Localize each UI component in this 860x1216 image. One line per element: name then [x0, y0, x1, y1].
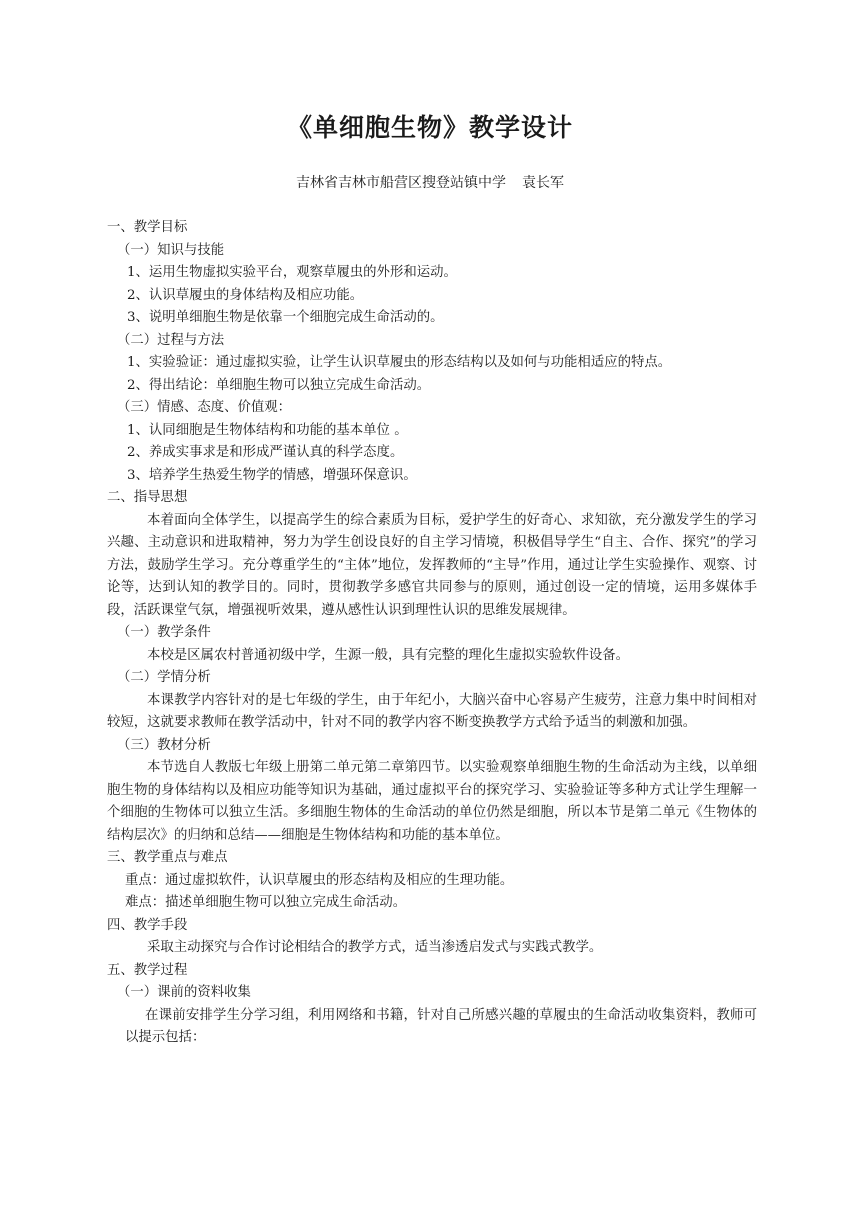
- paragraph-block: [107, 510, 757, 623]
- subsection-heading: （三）教材分析: [117, 737, 211, 753]
- document-title: 《单细胞生物》教学设计: [286, 113, 573, 142]
- list-item: 重点：通过虚拟软件，认识草履虫的形态结构及相应的生理功能。: [125, 872, 514, 888]
- subsection-heading: （一）课前的资料收集: [117, 985, 251, 1000]
- section-heading: 二、指导思想: [107, 490, 188, 505]
- author-school: 吉林省吉林市船营区搜登站镇中学: [296, 175, 506, 191]
- paragraph: 本校是区属农村普通初级中学，生源一般，具有完整的理化生虚拟实验软件设备。: [147, 647, 630, 663]
- subsection-heading: （一）知识与技能: [117, 242, 225, 258]
- list-item: 2、得出结论：单细胞生物可以独立完成生命活动。: [127, 377, 431, 393]
- list-item: 1、认同细胞是生物体结构和功能的基本单位 。: [127, 422, 408, 438]
- section-heading: 五、教学过程: [107, 962, 188, 978]
- paragraph-block: [107, 937, 757, 960]
- paragraph: 本着面向全体学生，以提高学生的综合素质为目标，爱护学生的好奇心、求知欲，充分激发学生的学习兴趣、主动意识和进取精神，努力为学生创设良好的自主学习情境，积极倡导学生“自主、合作、探究”的学习方法，鼓励学生学习。充分尊重学生的“主体”地位，发挥教师的“主导”作用，通过让学生实验操作、观察、讨论等，达到认知的教学目的。同时，贯彻教学多感官共同参与的原则，通过创设一定的情境，运用多媒体手段，活跃课堂气氛，增强视听效果，遵从感性认识到理性认识的思维发展规律。: [107, 512, 757, 618]
- subsection-heading: （二）过程与方法: [117, 332, 225, 348]
- section-heading: 四、教学手段: [107, 917, 188, 933]
- document-body: [107, 217, 757, 1050]
- author-line: [0, 172, 860, 192]
- section-heading: 三、教学重点与难点: [107, 850, 228, 865]
- subsection-heading: （一）教学条件: [117, 625, 211, 640]
- list-item: 1、运用生物虚拟实验平台，观察草履虫的外形和运动。: [127, 265, 457, 280]
- list-item: 难点：描述单细胞生物可以独立完成生命活动。: [125, 895, 407, 910]
- paragraph: 本节选自人教版七年级上册第二单元第二章第四节。以实验观察单细胞生物的生命活动为主线，以单细胞生物的身体结构以及相应功能等知识为基础，通过虚拟平台的探究学习、实验验证等多种方式让学生理解一个细胞的生物体可以独立生活。多细胞生物体的生命活动的单位仍然是细胞，所以本节是第二单元《生物体的结构层次》的归纳和总结——细胞是生物体结构和功能的基本单位。: [107, 760, 757, 843]
- paragraph: 采取主动探究与合作讨论相结合的教学方式，适当渗透启发式与实践式教学。: [147, 940, 603, 955]
- paragraph-block: [107, 645, 757, 668]
- paragraph-block: [107, 1005, 757, 1050]
- paragraph: 本课教学内容针对的是七年级的学生，由于年纪小，大脑兴奋中心容易产生疲劳，注意力集中时间相对较短，这就要求教师在教学活动中，针对不同的教学内容不断变换教学方式给予适当的刺激和加强。: [107, 692, 757, 730]
- paragraph: 在课前安排学生分学习组，利用网络和书籍，针对自己所感兴趣的草履虫的生命活动收集资料，教师可以提示包括：: [125, 1007, 757, 1045]
- paragraph-block: [107, 757, 757, 847]
- list-item: 2、养成实事求是和形成严谨认真的科学态度。: [127, 445, 404, 460]
- list-item: 3、培养学生热爱生物学的情感，增强环保意识。: [127, 467, 417, 483]
- subsection-heading: （三）情感、态度、价值观：: [117, 400, 292, 415]
- paragraph-block: [107, 690, 757, 735]
- list-item: 1、实验验证：通过虚拟实验，让学生认识草履虫的形态结构以及如何与功能相适应的特点。: [127, 355, 672, 370]
- author-name: 袁长军: [522, 175, 564, 191]
- subsection-heading: （二）学情分析: [117, 670, 211, 685]
- section-heading: 一、教学目标: [107, 220, 188, 235]
- list-item: 2、认识草履虫的身体结构及相应功能。: [127, 287, 364, 303]
- list-item: 3、说明单细胞生物是依靠一个细胞完成生命活动的。: [127, 310, 444, 325]
